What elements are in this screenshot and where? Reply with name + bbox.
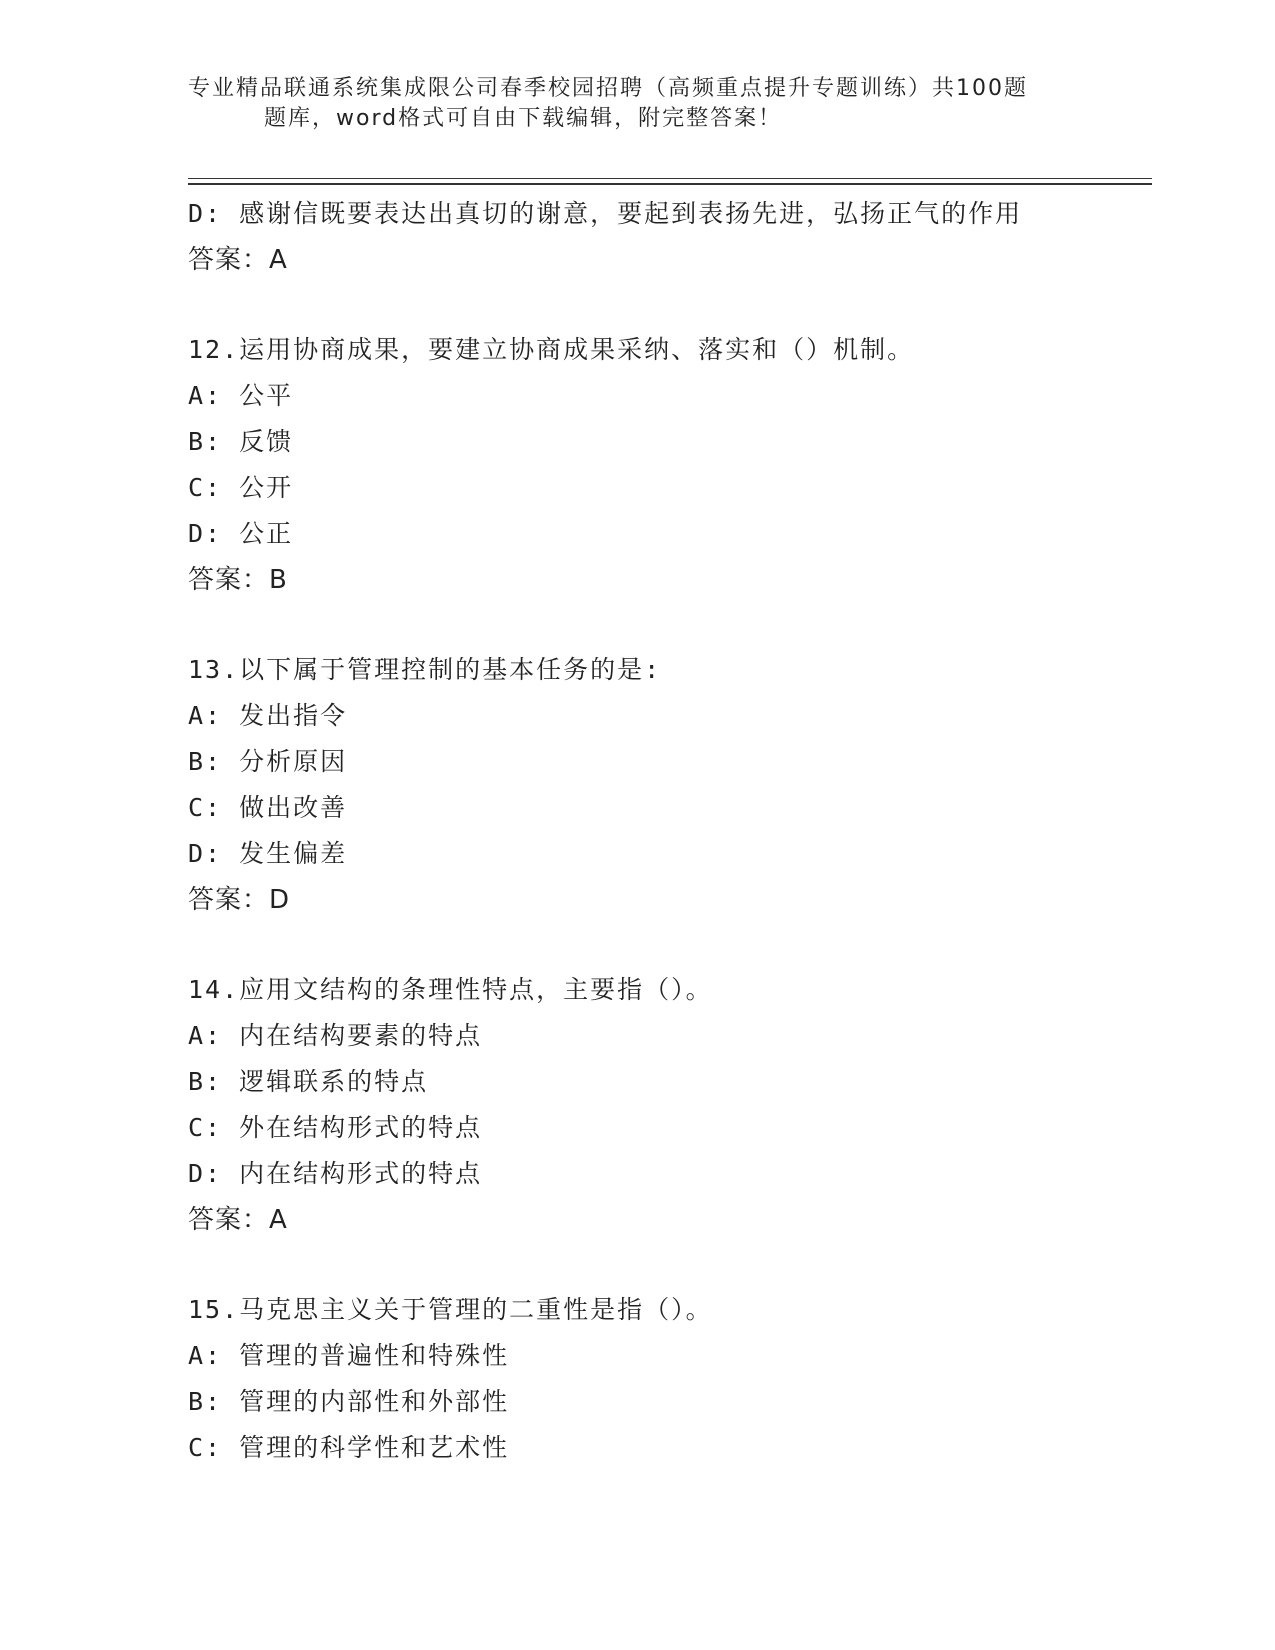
option-b: B: 反馈 xyxy=(188,427,294,456)
spacer xyxy=(188,923,1148,967)
previous-question-tail xyxy=(188,191,1148,283)
spacer xyxy=(188,1243,1148,1287)
answer-line: 答案：D xyxy=(188,885,291,915)
question-stem: 14.应用文结构的条理性特点，主要指（）。 xyxy=(188,975,713,1004)
option-a: A: 发出指令 xyxy=(188,701,348,730)
option-c: C: 管理的科学性和艺术性 xyxy=(188,1433,510,1462)
option-b: B: 逻辑联系的特点 xyxy=(188,1067,429,1096)
question-list xyxy=(188,191,1148,1471)
page-header xyxy=(188,74,1068,134)
question-13 xyxy=(188,647,1148,923)
question-stem: 15.马克思主义关于管理的二重性是指（）。 xyxy=(188,1295,713,1324)
option-a: A: 管理的普遍性和特殊性 xyxy=(188,1341,510,1370)
question-14 xyxy=(188,967,1148,1243)
answer-line: 答案：B xyxy=(188,565,288,595)
option-a: A: 公平 xyxy=(188,381,294,410)
question-12 xyxy=(188,327,1148,603)
option-d: D: 感谢信既要表达出真切的谢意，要起到表扬先进，弘扬正气的作用 xyxy=(188,199,1023,228)
spacer xyxy=(188,283,1148,327)
option-b: B: 管理的内部性和外部性 xyxy=(188,1387,510,1416)
header-title-line-1: 专业精品联通系统集成限公司春季校园招聘（高频重点提升专题训练）共100题 xyxy=(188,76,1028,101)
option-b: B: 分析原因 xyxy=(188,747,348,776)
option-c: C: 公开 xyxy=(188,473,294,502)
option-d: D: 公正 xyxy=(188,519,294,548)
spacer xyxy=(188,603,1148,647)
answer-line: 答案：A xyxy=(188,245,288,275)
header-title-line-2: 题库，word格式可自由下载编辑，附完整答案！ xyxy=(264,106,783,131)
option-d: D: 发生偏差 xyxy=(188,839,348,868)
question-15 xyxy=(188,1287,1148,1471)
option-c: C: 做出改善 xyxy=(188,793,348,822)
option-a: A: 内在结构要素的特点 xyxy=(188,1021,483,1050)
header-divider-thick xyxy=(188,183,1152,185)
question-stem: 12.运用协商成果，要建立协商成果采纳、落实和（）机制。 xyxy=(188,335,915,364)
header-divider-thin xyxy=(188,178,1152,179)
answer-line: 答案：A xyxy=(188,1205,288,1235)
option-d: D: 内在结构形式的特点 xyxy=(188,1159,483,1188)
question-stem: 13.以下属于管理控制的基本任务的是: xyxy=(188,655,662,684)
option-c: C: 外在结构形式的特点 xyxy=(188,1113,483,1142)
